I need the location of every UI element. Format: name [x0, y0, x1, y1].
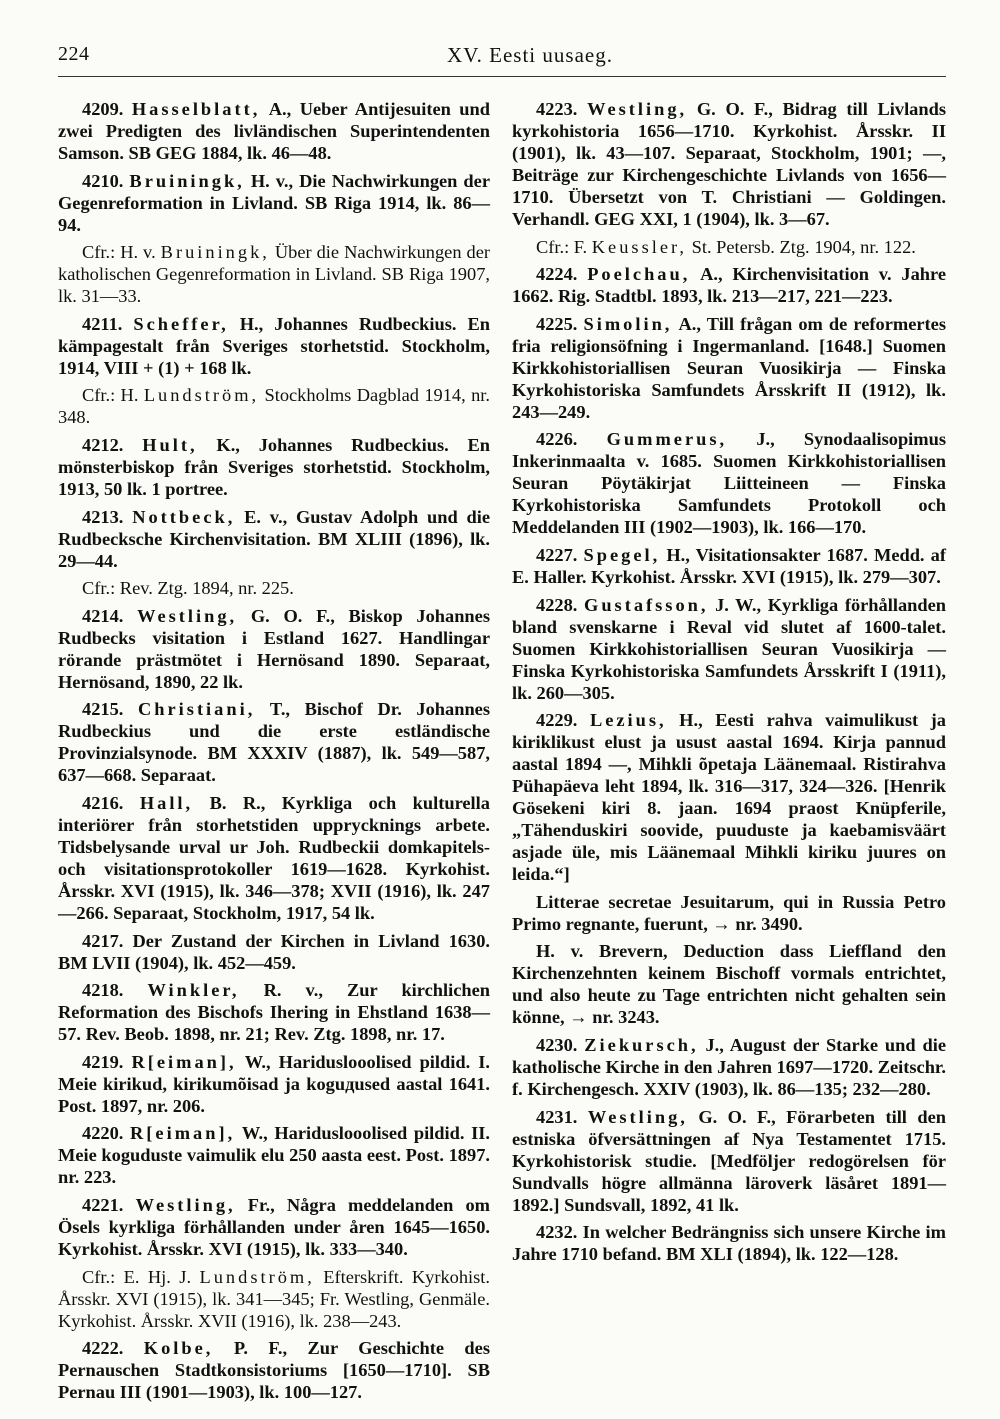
entry-number: 4219. [82, 1051, 124, 1072]
entry-number: 4230. [536, 1034, 578, 1055]
running-title: XV. Eesti uusaeg. [447, 43, 613, 67]
entry-author: Christiani, [138, 699, 256, 720]
entry-number: 4218. [82, 980, 124, 1001]
cross-reference-note [58, 384, 490, 428]
entry-author: Hult, [142, 434, 198, 455]
cross-reference-note [58, 577, 490, 599]
note-lead: Cfr.: E. Hj. J. [82, 1266, 192, 1287]
note-lead: Cfr.: H. v. [82, 242, 156, 263]
note-text: Efterskrift. Kyrkohist. Årsskr. XVI (1915), lk. 341—345; Fr. Westling, Genmäle. Kyrkohist. Årsskr. XVII (1916), lk. 238—243. [58, 1266, 491, 1331]
entry-author: Scheffer, [133, 313, 229, 334]
entry-number: 4229. [536, 710, 578, 731]
bibliography-entry [512, 594, 946, 704]
entry-author: R[eiman], [130, 1123, 236, 1144]
entry-number: 4216. [82, 792, 124, 813]
note-text: Über die Nachwirkungen der katholischen Gegenreformation in Livland. SB Riga 1907, lk. 31—33. [58, 242, 490, 307]
bibliography-entry [512, 1034, 946, 1100]
entry-text: G. O. F., Förarbeten till den estniska öfversättningen af Nya Testamentet 1715. Kyrkohistorisk studie. [Medföljer redogörelsen för Sundvalls högre allmänna läroverk läsåret 1891—1892.] Sundsvall, 1892, 41 lk. [512, 1106, 946, 1215]
note-lead: Cfr.: Rev. Ztg. 1894, nr. 225. [82, 578, 294, 599]
entry-number: 4231. [536, 1106, 578, 1127]
entry-text: H., Eesti rahva vaimulikust ja kiriklikust elust ja usust aastal 1694. Kirja pannud aastal 1894 —, Mihkli õpetaja Läänemaal. Ristirahva Pühapäeva leht 1894, lk. 316—317, 324—326. [Henrik Gösekeni kiri 8. jaan. 1694 praost Knüpferile, „Tähenduskiri soovide, puuduste ja kaebamisväärt asjade üle, mis Läänemaal Mihkli kiriku juures on leida.“] [512, 710, 946, 885]
bibliography-entry [512, 1221, 946, 1265]
entry-number: 4228. [536, 594, 578, 615]
entry-author: Nottbeck, [132, 506, 236, 527]
bibliography-entry [512, 313, 946, 423]
entry-author: Spegel, [583, 544, 661, 565]
entry-author: Hasselblatt, [131, 99, 261, 119]
bibliography-entry [58, 170, 490, 236]
bibliography-entry [58, 434, 490, 500]
entry-author: Westling, [587, 1106, 688, 1127]
cross-reference-note [58, 241, 490, 307]
bibliography-entry [512, 709, 946, 885]
entry-text: H., Johannes Rudbeckius. En kämpagestalt från Sveriges storhetstid. Stockholm, 1914, VIII + (1) + 168 lk. [58, 313, 490, 378]
entry-number: 4224. [536, 264, 578, 285]
entry-author: Gummerus, [606, 429, 728, 450]
bibliography-entry [58, 506, 490, 572]
entry-author: Westling, [587, 99, 688, 119]
entry-number: 4215. [82, 699, 124, 720]
page-number: 224 [58, 43, 90, 65]
entry-text: G. O. F., Bidrag till Livlands kyrkohistoria 1656—1710. Kyrkohist. Årsskr. II (1901), lk. 43—107. Separaat, Stockholm, 1901; —, Beiträge zur Kirchengeschichte Livlands von 1656—1710. Übersetzt von T. Christiani — Goldingen. Verhandl. GEG XXI, 1 (1904), lk. 3—67. [512, 99, 946, 229]
bibliography-entry [58, 698, 490, 786]
entry-text: 4232. In welcher Bedrängniss sich unsere Kirche im Jahre 1710 befand. BM XLI (1894), lk. 122—128. [512, 1222, 946, 1265]
entry-text: J., Synodaalisopimus Inkerinmaalta v. 1685. Suomen Kirkkohistoriallisen Seuran Pöytäkirjat Liitteineen — Finska Kyrkohistoriska Samfundets Protokoll och Meddelanden III (1902—1903), lk. 166—170. [512, 429, 946, 538]
entry-author: Winkler, [147, 980, 240, 1001]
bibliography-entry [512, 98, 946, 230]
entry-text: H. v. Brevern, Deduction dass Lieffland den Kirchenzehnten keinem Bischoff vormals entrichtet, und also heute zu Tage entrichten nicht gehalten sein könne, → nr. 3243. [512, 941, 946, 1028]
note-author: Lundström, [143, 385, 260, 406]
bibliography-entry [58, 930, 490, 974]
bibliography-entry [58, 1051, 490, 1117]
note-author: Lundström, [199, 1266, 315, 1287]
entry-number: 4223. [536, 99, 578, 119]
entry-text: 4217. Der Zustand der Kirchen in Livland 1630. BM LVII (1904), lk. 452—459. [58, 930, 490, 973]
bibliography-entry [512, 891, 946, 935]
bibliography-entry [58, 313, 490, 379]
note-author: Keussler, [591, 236, 687, 257]
cross-reference-note [512, 236, 946, 258]
entry-number: 4213. [82, 506, 124, 527]
entry-author: Westling, [135, 1194, 236, 1215]
note-lead: Cfr.: F. [536, 236, 588, 257]
entry-number: 4225. [536, 313, 578, 334]
entry-text: T., Bischof Dr. Johannes Rudbeckius und die erste estländische Provinzialsynode. BM XXXIV (1887), lk. 549—587, 637—668. Separaat. [58, 699, 490, 786]
bibliography-entry [58, 979, 490, 1045]
bibliography-entry [58, 605, 490, 693]
entry-author: Hall, [139, 792, 194, 813]
entry-author: R[eiman], [131, 1051, 237, 1072]
entry-number: 4220. [82, 1123, 124, 1144]
entry-text: A., Kirchenvisitation v. Jahre 1662. Rig. Stadtbl. 1893, lk. 213—217, 221—223. [512, 264, 946, 307]
entry-author: Poelchau, [587, 264, 691, 285]
entry-text: K., Johannes Rudbeckius. En mönsterbiskop från Sveriges storhetstid. Stockholm, 1913, 50 lk. 1 portree. [58, 434, 490, 499]
entry-text: E. v., Gustav Adolph und die Rudbecksche Kirchenvisitation. BM XLIII (1896), lk. 29—44. [58, 506, 491, 571]
entry-author: Lezius, [589, 710, 667, 731]
header-rule [58, 76, 946, 77]
bibliography-entry [58, 1122, 490, 1188]
bibliography-entry [512, 263, 946, 307]
entry-author: Westling, [137, 605, 238, 626]
entry-text: W., Hariduslooolised pildid. II. Meie koguduste vaimulik elu 250 aasta eest. Post. 1897. nr. 223. [58, 1123, 490, 1188]
entry-text: J. W., Kyrkliga förhållanden bland svenskarne i Reval vid slutet af 1600-talet. Suomen Kirkkohistoriallisen Seuran Vuosikirja — Finska Kyrkohistoriska Samfundets Årsskrift I (1911), lk. 260—305. [512, 594, 946, 703]
entry-text: H. v., Die Nachwirkungen der Gegenreformation in Livland. SB Riga 1914, lk. 86—94. [58, 170, 490, 235]
entry-author: Ziekursch, [584, 1034, 699, 1055]
bibliography-entry [512, 1106, 946, 1216]
entry-author: Bruiningk, [129, 170, 245, 191]
bibliography-entry [512, 428, 946, 538]
entry-number: 4212. [82, 434, 124, 455]
entry-text: Litterae secretae Jesuitarum, qui in Russia Petro Primo regnante, fuerunt, → nr. 3490. [512, 891, 946, 934]
bibliography-entry [58, 1337, 490, 1403]
entry-number: 4226. [536, 429, 578, 450]
entry-text: P. F., Zur Geschichte des Pernauschen Stadtkonsistoriums [1650—1710]. SB Pernau III (1901—1903), lk. 100—127. [58, 1338, 490, 1403]
note-text: Stockholms Dagblad 1914, nr. 348. [58, 385, 490, 428]
left-column [58, 98, 490, 1409]
bibliography-entry [512, 940, 946, 1028]
bibliography-entry [512, 544, 946, 588]
entry-number: 4222. [82, 1338, 124, 1359]
entry-text: Fr., Några meddelanden om Ösels kyrkliga förhållanden under åren 1645—1650. Kyrkohist. Årsskr. XVI (1915), lk. 333—340. [58, 1194, 490, 1259]
entry-number: 4209. [82, 99, 124, 119]
entry-number: 4214. [82, 605, 124, 626]
entry-text: B. R., Kyrkliga och kulturella interiörer från storhetstiden upprycknings arbete. Tidsbelysande urval ur Joh. Rudbeckii domkapitels- och visitationsprotokoller 1619—1628. Kyrkohist. Årsskr. XVI (1915), lk. 346—378; XVII (1916), lk. 247—266. Separaat, Stockholm, 1917, 54 lk. [58, 792, 490, 923]
entry-text: H., Visitationsakter 1687. Medd. af E. Haller. Kyrkohist. Årsskr. XVI (1915), lk. 279—307. [512, 544, 946, 587]
entry-text: G. O. F., Biskop Johannes Rudbecks visitation i Estland 1627. Handlingar rörande prästmötet i Hernösand 1890. Separaat, Hernösand, 1890, 22 lk. [58, 605, 490, 692]
bibliography-entry [58, 1194, 490, 1260]
entry-text: A., Till frågan om de reformertes fria religionsöfning i Ingermanland. [1648.] Suomen Kirkkohistoriallisen Seuran Vuosikirja — Finska Kyrkohistoriska Samfundets Årsskrift II (1912), lk. 243—249. [512, 313, 946, 422]
note-lead: Cfr.: H. [82, 385, 139, 406]
bibliography-entry [58, 98, 490, 164]
note-author: Bruiningk, [160, 242, 270, 263]
entry-text: R. v., Zur kirchlichen Reformation des Bischofs Ihering in Ehstland 1638—57. Rev. Beob. 1898, nr. 21; Rev. Ztg. 1898, nr. 17. [58, 980, 490, 1045]
entry-author: Kolbe, [143, 1338, 214, 1359]
entry-number: 4210. [82, 170, 124, 191]
bibliography-entry [58, 792, 490, 924]
entry-text: A., Ueber Antijesuiten und zwei Predigten des livländischen Superintendenten Samson. SB GEG 1884, lk. 46—48. [58, 99, 490, 163]
cross-reference-note [58, 1266, 490, 1332]
entry-text: W., Hariduslooolised pildid. I. Meie kirikud, kirikumõisad ja koguдused aastal 1641. Post. 1897, nr. 206. [58, 1051, 491, 1116]
entry-number: 4227. [536, 544, 578, 565]
note-text: St. Petersb. Ztg. 1904, nr. 122. [691, 236, 916, 257]
entry-author: Gustafsson, [584, 594, 709, 615]
entry-text: J., August der Starke und die katholische Kirche in den Jahren 1697—1720. Zeitschr. f. Kirchengesch. XXIV (1903), lk. 86—135; 232—280. [512, 1034, 946, 1099]
entry-author: Simolin, [583, 313, 673, 334]
entry-number: 4221. [82, 1194, 124, 1215]
entry-number: 4211. [82, 313, 123, 334]
right-column [512, 98, 946, 1271]
